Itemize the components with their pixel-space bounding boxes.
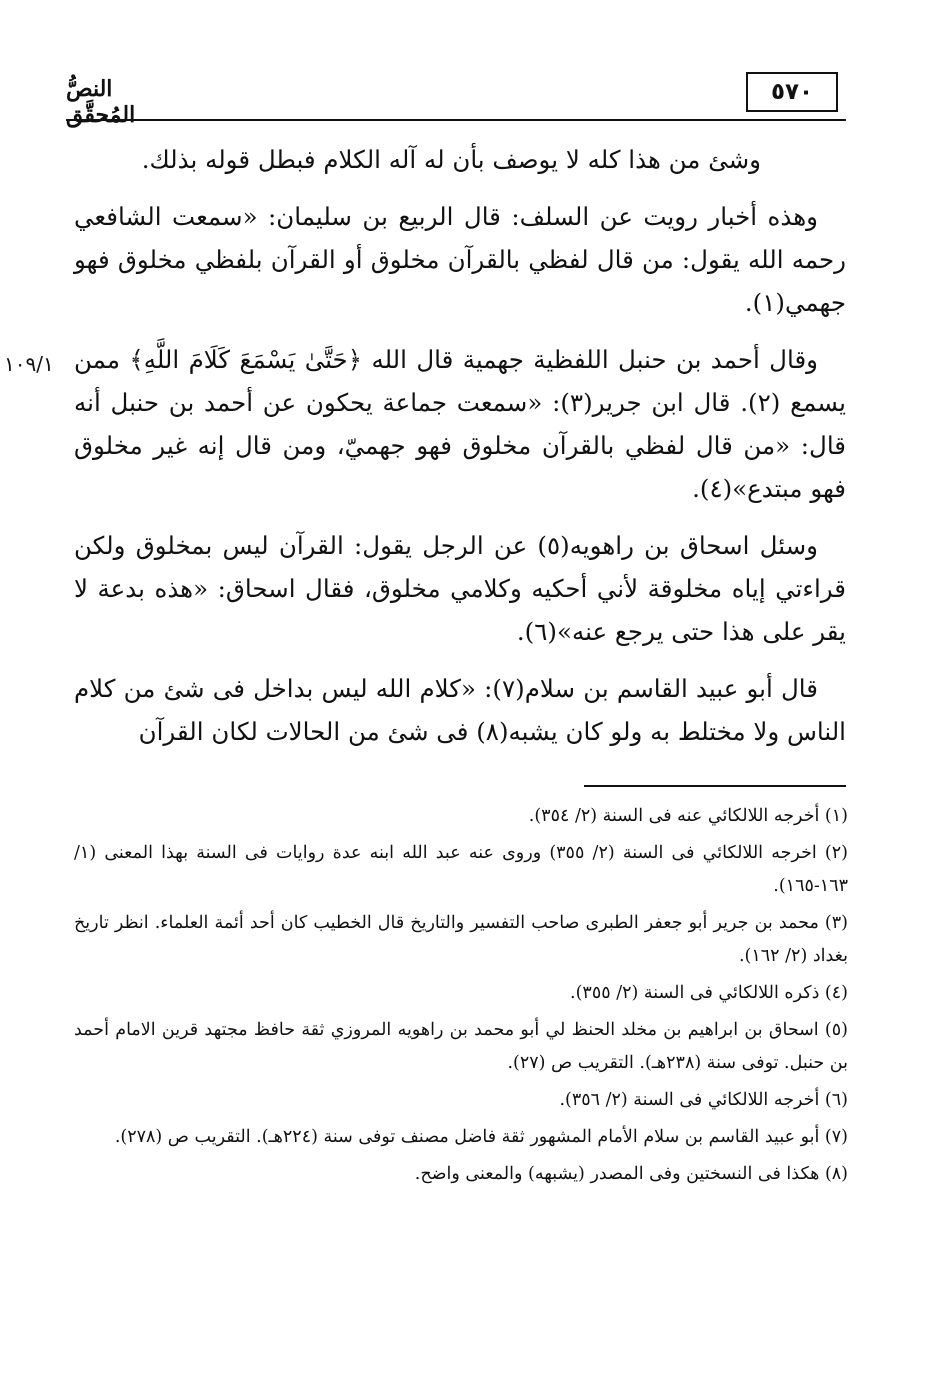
footnote-5: (٥) اسحاق بن ابراهيم بن مخلد الحنظ لي أبو محمد بن راهويه المروزي ثقة حافظ مجتهد قرين الامام أحمد بن حنبل. توفى سنة (٢٣٨هـ). التقريب ص (٢٧). bbox=[74, 1020, 848, 1073]
header-rule bbox=[66, 119, 846, 121]
paragraph-2: وهذه أخبار رويت عن السلف: قال الربيع بن سليمان: «سمعت الشافعي رحمه الله يقول: من قال لفظي بالقرآن مخلوق أو القرآن بلفظي مخلوق فهو جهمي(١). bbox=[74, 202, 846, 317]
margin-reference: ١٠٩/١ bbox=[4, 352, 54, 376]
paragraph-1: وشئ من هذا كله لا يوصف بأن له آله الكلام فبطل قوله بذلك. bbox=[141, 145, 761, 174]
footnote-4: (٤) ذكره اللالكائي فى السنة (٢/ ٣٥٥). bbox=[570, 983, 848, 1003]
paragraph-4: وسئل اسحاق بن راهويه(٥) عن الرجل يقول: القرآن ليس بمخلوق ولكن قراءتي إياه مخلوقة لأني أحكيه وكلامي مخلوق، فقال اسحاق: «هذه بدعة لا يقر على هذا حتى يرجع عنه»(٦). bbox=[74, 531, 846, 646]
footnote-3: (٣) محمد بن جرير أبو جعفر الطبرى صاحب التفسير والتاريخ قال الخطيب كان أحد أئمة العلماء. انظر تاريخ بغداد (٢/ ١٦٢). bbox=[74, 913, 848, 966]
footnote-6: (٦) أخرجه اللالكائي فى السنة (٢/ ٣٥٦). bbox=[559, 1090, 848, 1110]
footnote-2: (٢) اخرجه اللالكائي فى السنة (٢/ ٣٥٥) وروى عنه عبد الله ابنه عدة روايات فى السنة بهذا المعنى (١/ ١٦٣-١٦٥). bbox=[74, 843, 848, 896]
footnote-separator bbox=[584, 785, 846, 787]
running-header-title: النصُّ المُحقَّق bbox=[66, 76, 136, 128]
footnote-8: (٨) هكذا فى النسختين وفى المصدر (يشبهه) والمعنى واضح. bbox=[414, 1164, 848, 1184]
footnote-1: (١) أخرجه اللالكائي عنه فى السنة (٢/ ٣٥٤). bbox=[528, 806, 848, 826]
paragraph-3: وقال أحمد بن حنبل اللفظية جهمية قال الله ﴿حَتَّىٰ يَسْمَعَ كَلَامَ اللَّهِ﴾ ممن يسمع (٢). قال ابن جرير(٣): «سمعت جماعة يحكون عن أحمد بن حنبل أنه قال: «من قال لفظي بالقرآن مخلوق فهو جهميّ، ومن قال إنه غير مخلوق فهو مبتدع»(٤). bbox=[74, 345, 846, 503]
page-number: ٥٧٠ bbox=[746, 72, 838, 112]
footnote-7: (٧) أبو عبيد القاسم بن سلام الأمام المشهور ثقة فاضل مصنف توفى سنة (٢٢٤هـ). التقريب ص (٢٧٨). bbox=[114, 1127, 848, 1147]
footnotes bbox=[74, 800, 848, 1195]
paragraph-5: قال أبو عبيد القاسم بن سلام(٧): «كلام الله ليس بداخل فى شئ من كلام الناس ولا مختلط به ولو كان يشبه(٨) فى شئ من الحالات لكان القرآن bbox=[74, 674, 846, 746]
main-text bbox=[74, 138, 846, 767]
